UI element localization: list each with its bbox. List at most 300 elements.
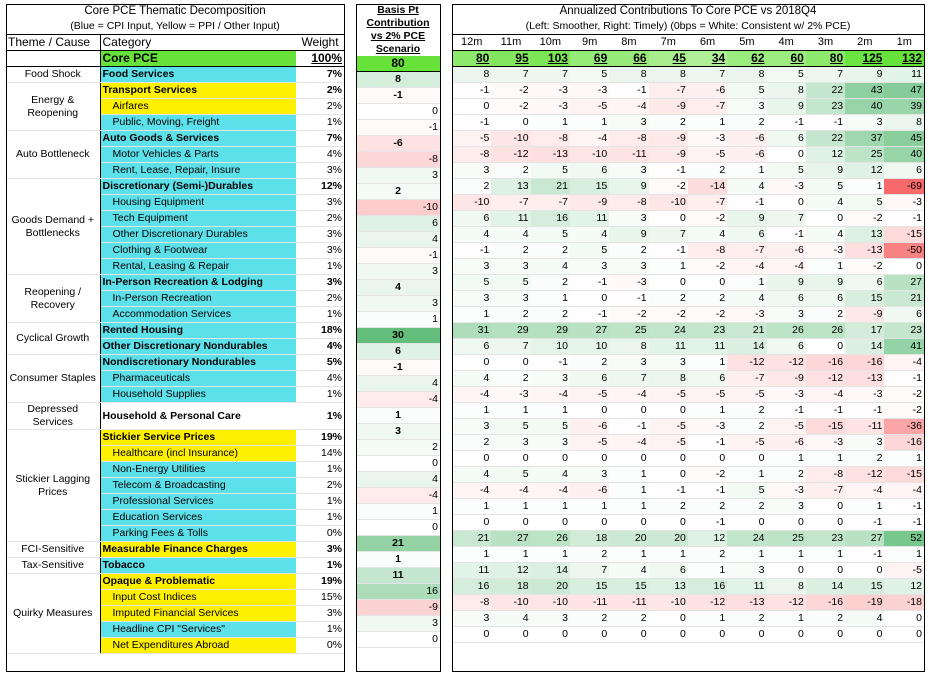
value-cell-4m: 5 — [767, 67, 806, 83]
value-cell-11m: -4 — [491, 483, 530, 499]
theme-cell: Goods Demand + Bottlenecks — [6, 179, 100, 275]
values-row — [452, 595, 924, 611]
value-cell-1m: -16 — [884, 435, 924, 451]
values-row — [452, 131, 924, 147]
value-cell-4m: -4 — [767, 259, 806, 275]
bps-row — [356, 72, 440, 88]
category-label: Rented Housing — [100, 323, 296, 339]
category-weight: 19% — [296, 574, 344, 590]
bps-value: 3 — [356, 424, 440, 440]
value-cell-1m: -3 — [884, 195, 924, 211]
category-weight: 4% — [296, 339, 344, 355]
value-cell-4m: 0 — [767, 515, 806, 531]
value-cell-5m: 0 — [727, 451, 766, 467]
value-cell-1m: 6 — [884, 307, 924, 323]
core-bps-value: 80 — [356, 56, 440, 72]
category-label: Accommodation Services — [100, 307, 296, 323]
mid-title-1: Basis Pt — [377, 4, 419, 16]
value-cell-3m: -3 — [806, 435, 845, 451]
category-weight: 3% — [296, 243, 344, 259]
value-cell-8m: -8 — [609, 195, 648, 211]
horizon-header-row — [452, 35, 924, 51]
bps-value: 1 — [356, 312, 440, 328]
left-subtitle: (Blue = CPI Input, Yellow = PPI / Other Input) — [70, 20, 280, 32]
value-cell-10m: 0 — [531, 515, 570, 531]
value-cell-12m: 16 — [452, 579, 491, 595]
value-cell-12m: 4 — [452, 467, 491, 483]
category-weight: 2% — [296, 99, 344, 115]
value-cell-1m: 0 — [884, 627, 924, 643]
theme-cell: Cyclical Growth — [6, 323, 100, 355]
value-cell-2m: -1 — [845, 547, 884, 563]
bps-value: 6 — [356, 344, 440, 360]
values-row — [452, 339, 924, 355]
value-cell-7m: 0 — [649, 627, 688, 643]
horizon-header-6m: 6m — [688, 35, 727, 51]
bps-row — [356, 472, 440, 488]
value-cell-6m: 6 — [688, 371, 727, 387]
category-weight: 3% — [296, 542, 344, 558]
value-cell-10m: 3 — [531, 435, 570, 451]
value-cell-7m: 0 — [649, 611, 688, 627]
value-cell-2m: 0 — [845, 627, 884, 643]
value-cell-9m: -6 — [570, 419, 609, 435]
value-cell-7m: 8 — [649, 371, 688, 387]
value-cell-11m: 2 — [491, 371, 530, 387]
bps-value: -1 — [356, 120, 440, 136]
value-cell-6m: 7 — [688, 67, 727, 83]
bps-row — [356, 536, 440, 552]
value-cell-1m: -2 — [884, 403, 924, 419]
bps-row — [356, 408, 440, 424]
value-cell-5m: -1 — [727, 195, 766, 211]
value-cell-1m: -4 — [884, 483, 924, 499]
value-cell-7m: 2 — [649, 115, 688, 131]
value-cell-2m: 3 — [845, 115, 884, 131]
value-cell-6m: -1 — [688, 483, 727, 499]
value-cell-2m: -19 — [845, 595, 884, 611]
value-cell-12m: 6 — [452, 211, 491, 227]
value-cell-7m: 1 — [649, 547, 688, 563]
value-cell-10m: 26 — [531, 531, 570, 547]
category-label: Opaque & Problematic — [100, 574, 296, 590]
value-cell-12m: -8 — [452, 595, 491, 611]
value-cell-10m: 0 — [531, 627, 570, 643]
value-cell-3m: -7 — [806, 483, 845, 499]
value-cell-2m: 37 — [845, 131, 884, 147]
value-cell-4m: -1 — [767, 403, 806, 419]
value-cell-6m: -8 — [688, 243, 727, 259]
value-cell-9m: 0 — [570, 291, 609, 307]
core-value-8m: 66 — [609, 51, 648, 67]
value-cell-1m: 11 — [884, 67, 924, 83]
horizon-header-10m: 10m — [531, 35, 570, 51]
category-weight: 1% — [296, 403, 344, 430]
values-row — [452, 547, 924, 563]
value-cell-12m: 4 — [452, 227, 491, 243]
value-cell-3m: 0 — [806, 563, 845, 579]
value-cell-12m: -10 — [452, 195, 491, 211]
value-cell-3m: 7 — [806, 67, 845, 83]
value-cell-11m: 0 — [491, 627, 530, 643]
value-cell-10m: -10 — [531, 595, 570, 611]
value-cell-3m: 5 — [806, 179, 845, 195]
bps-value: 0 — [356, 104, 440, 120]
bps-value: -4 — [356, 488, 440, 504]
category-label: Rent, Lease, Repair, Insure — [100, 163, 296, 179]
value-cell-6m: 2 — [688, 499, 727, 515]
value-cell-9m: -5 — [570, 435, 609, 451]
value-cell-11m: 7 — [491, 67, 530, 83]
value-cell-4m: 0 — [767, 195, 806, 211]
bps-value: 3 — [356, 616, 440, 632]
value-cell-11m: -2 — [491, 83, 530, 99]
value-cell-2m: 25 — [845, 147, 884, 163]
value-cell-10m: 2 — [531, 307, 570, 323]
value-cell-3m: 22 — [806, 131, 845, 147]
value-cell-10m: 4 — [531, 467, 570, 483]
value-cell-10m: -13 — [531, 147, 570, 163]
horizon-header-5m: 5m — [727, 35, 766, 51]
theme-cell: Reopening / Recovery — [6, 275, 100, 323]
value-cell-10m: 1 — [531, 403, 570, 419]
category-label: Public, Moving, Freight — [100, 115, 296, 131]
value-cell-4m: 5 — [767, 163, 806, 179]
value-cell-9m: -11 — [570, 595, 609, 611]
value-cell-3m: 2 — [806, 307, 845, 323]
value-cell-5m: -6 — [727, 147, 766, 163]
bps-row — [356, 216, 440, 232]
value-cell-1m: -2 — [884, 387, 924, 403]
value-cell-11m: 1 — [491, 403, 530, 419]
value-cell-12m: -1 — [452, 243, 491, 259]
category-label: Stickier Service Prices — [100, 430, 296, 446]
value-cell-8m: 9 — [609, 179, 648, 195]
mid-title-3: vs 2% PCE — [370, 30, 426, 42]
value-cell-11m: 27 — [491, 531, 530, 547]
value-cell-8m: 8 — [609, 339, 648, 355]
category-label: Professional Services — [100, 494, 296, 510]
value-cell-2m: 5 — [845, 195, 884, 211]
value-cell-6m: -6 — [688, 83, 727, 99]
value-cell-1m: 8 — [884, 115, 924, 131]
value-cell-6m: 12 — [688, 531, 727, 547]
value-cell-1m: 39 — [884, 99, 924, 115]
value-cell-3m: 0 — [806, 627, 845, 643]
category-weight: 2% — [296, 291, 344, 307]
bps-row — [356, 504, 440, 520]
value-cell-1m: 45 — [884, 131, 924, 147]
value-cell-11m: 4 — [491, 227, 530, 243]
category-weight: 1% — [296, 115, 344, 131]
value-cell-3m: 14 — [806, 579, 845, 595]
value-cell-12m: 3 — [452, 419, 491, 435]
value-cell-5m: 1 — [727, 275, 766, 291]
values-row — [452, 531, 924, 547]
value-cell-7m: -2 — [649, 307, 688, 323]
value-cell-6m: -1 — [688, 515, 727, 531]
horizon-header-7m: 7m — [649, 35, 688, 51]
value-cell-8m: 7 — [609, 371, 648, 387]
value-cell-4m: -1 — [767, 115, 806, 131]
value-cell-3m: -8 — [806, 467, 845, 483]
value-cell-9m: 3 — [570, 259, 609, 275]
value-cell-7m: 6 — [649, 563, 688, 579]
value-cell-3m: -1 — [806, 115, 845, 131]
category-row — [6, 574, 344, 590]
value-cell-11m: 2 — [491, 243, 530, 259]
value-cell-12m: 3 — [452, 163, 491, 179]
value-cell-1m: 40 — [884, 147, 924, 163]
value-cell-2m: 4 — [845, 611, 884, 627]
value-cell-9m: 5 — [570, 243, 609, 259]
bps-value: 2 — [356, 440, 440, 456]
value-cell-2m: -16 — [845, 355, 884, 371]
value-cell-10m: 10 — [531, 339, 570, 355]
value-cell-6m: -2 — [688, 467, 727, 483]
value-cell-5m: -12 — [727, 355, 766, 371]
theme-cell: Energy & Reopening — [6, 83, 100, 131]
value-cell-8m: 0 — [609, 451, 648, 467]
value-cell-2m: -9 — [845, 307, 884, 323]
value-cell-5m: -13 — [727, 595, 766, 611]
value-cell-10m: 21 — [531, 179, 570, 195]
value-cell-5m: 24 — [727, 531, 766, 547]
bps-value: 3 — [356, 264, 440, 280]
values-row — [452, 451, 924, 467]
value-cell-5m: 0 — [727, 627, 766, 643]
category-label: Pharmaceuticals — [100, 371, 296, 387]
bps-value: 4 — [356, 472, 440, 488]
values-row — [452, 115, 924, 131]
value-cell-2m: -2 — [845, 259, 884, 275]
core-theme-cell — [6, 51, 100, 67]
value-cell-10m: -3 — [531, 99, 570, 115]
value-cell-4m: 6 — [767, 291, 806, 307]
value-cell-8m: 3 — [609, 115, 648, 131]
value-cell-8m: 25 — [609, 323, 648, 339]
value-cell-12m: 1 — [452, 307, 491, 323]
value-cell-8m: 1 — [609, 467, 648, 483]
value-cell-9m: 4 — [570, 227, 609, 243]
value-cell-5m: 21 — [727, 323, 766, 339]
value-cell-3m: 23 — [806, 99, 845, 115]
category-row — [6, 430, 344, 446]
value-cell-10m: 3 — [531, 371, 570, 387]
values-row — [452, 371, 924, 387]
category-weight: 3% — [296, 606, 344, 622]
value-cell-1m: -36 — [884, 419, 924, 435]
value-cell-2m: -2 — [845, 211, 884, 227]
category-label: Other Discretionary Durables — [100, 227, 296, 243]
value-cell-10m: 2 — [531, 275, 570, 291]
value-cell-4m: 1 — [767, 547, 806, 563]
category-weight: 1% — [296, 622, 344, 638]
value-cell-2m: 15 — [845, 291, 884, 307]
category-label: Transport Services — [100, 83, 296, 99]
values-row — [452, 387, 924, 403]
value-cell-8m: -1 — [609, 83, 648, 99]
value-cell-8m: -4 — [609, 387, 648, 403]
value-cell-4m: 3 — [767, 307, 806, 323]
value-cell-2m: -1 — [845, 403, 884, 419]
value-cell-2m: 2 — [845, 451, 884, 467]
value-cell-7m: 2 — [649, 291, 688, 307]
value-cell-3m: -4 — [806, 387, 845, 403]
value-cell-2m: -3 — [845, 387, 884, 403]
value-cell-11m: -7 — [491, 195, 530, 211]
value-cell-2m: 3 — [845, 435, 884, 451]
value-cell-9m: 10 — [570, 339, 609, 355]
core-pce-label: Core PCE — [100, 51, 296, 67]
value-cell-11m: 4 — [491, 611, 530, 627]
mid-table-body — [356, 4, 440, 648]
right-title: Annualized Contributions To Core PCE vs 2018Q4 — [559, 5, 817, 17]
value-cell-11m: 11 — [491, 211, 530, 227]
value-cell-9m: 2 — [570, 547, 609, 563]
values-row — [452, 307, 924, 323]
value-cell-10m: 2 — [531, 243, 570, 259]
value-cell-7m: -1 — [649, 163, 688, 179]
value-cell-12m: 0 — [452, 355, 491, 371]
value-cell-6m: 16 — [688, 579, 727, 595]
value-cell-4m: 7 — [767, 211, 806, 227]
value-cell-11m: 0 — [491, 451, 530, 467]
value-cell-9m: -5 — [570, 387, 609, 403]
value-cell-2m: 27 — [845, 531, 884, 547]
bps-value: -8 — [356, 152, 440, 168]
value-cell-1m: -69 — [884, 179, 924, 195]
value-cell-3m: 4 — [806, 227, 845, 243]
category-label: Food Services — [100, 67, 296, 83]
category-label: Housing Equipment — [100, 195, 296, 211]
bps-value: 16 — [356, 584, 440, 600]
value-cell-11m: 18 — [491, 579, 530, 595]
theme-cell: Consumer Staples — [6, 355, 100, 403]
value-cell-4m: 6 — [767, 131, 806, 147]
value-cell-10m: 5 — [531, 163, 570, 179]
category-label: Discretionary (Semi-)Durables — [100, 179, 296, 195]
values-row — [452, 435, 924, 451]
category-weight: 7% — [296, 131, 344, 147]
value-cell-11m: 29 — [491, 323, 530, 339]
value-cell-8m: 0 — [609, 403, 648, 419]
value-cell-5m: 11 — [727, 579, 766, 595]
value-cell-11m: 2 — [491, 163, 530, 179]
value-cell-12m: -1 — [452, 115, 491, 131]
bps-value: -10 — [356, 200, 440, 216]
values-row — [452, 355, 924, 371]
value-cell-1m: -5 — [884, 563, 924, 579]
value-cell-11m: 3 — [491, 291, 530, 307]
values-row — [452, 67, 924, 83]
value-cell-12m: 2 — [452, 179, 491, 195]
bps-row — [356, 344, 440, 360]
value-cell-9m: -3 — [570, 83, 609, 99]
value-cell-5m: -6 — [727, 131, 766, 147]
value-cell-3m: -15 — [806, 419, 845, 435]
value-cell-7m: 8 — [649, 67, 688, 83]
value-cell-9m: 0 — [570, 515, 609, 531]
value-cell-6m: -7 — [688, 195, 727, 211]
bps-value: 3 — [356, 296, 440, 312]
bps-row — [356, 184, 440, 200]
bps-value: 0 — [356, 632, 440, 648]
category-weight: 12% — [296, 179, 344, 195]
category-label: Household Supplies — [100, 387, 296, 403]
value-cell-2m: 43 — [845, 83, 884, 99]
value-cell-8m: 2 — [609, 243, 648, 259]
values-row — [452, 499, 924, 515]
value-cell-10m: 7 — [531, 67, 570, 83]
bps-row — [356, 584, 440, 600]
value-cell-7m: 0 — [649, 451, 688, 467]
value-cell-2m: 9 — [845, 67, 884, 83]
value-cell-10m: -3 — [531, 83, 570, 99]
value-cell-8m: -11 — [609, 147, 648, 163]
value-cell-9m: 5 — [570, 67, 609, 83]
value-cell-10m: 5 — [531, 419, 570, 435]
category-label: In-Person Recreation — [100, 291, 296, 307]
values-row — [452, 259, 924, 275]
bps-value: 2 — [356, 184, 440, 200]
value-cell-3m: 22 — [806, 83, 845, 99]
value-cell-9m: 0 — [570, 403, 609, 419]
category-weight: 1% — [296, 462, 344, 478]
value-cell-11m: 0 — [491, 115, 530, 131]
category-weight: 7% — [296, 67, 344, 83]
value-cell-5m: -3 — [727, 307, 766, 323]
value-cell-5m: 6 — [727, 227, 766, 243]
value-cell-8m: -4 — [609, 99, 648, 115]
value-cell-11m: 2 — [491, 307, 530, 323]
category-row — [6, 131, 344, 147]
bps-row — [356, 232, 440, 248]
value-cell-6m: -14 — [688, 179, 727, 195]
value-cell-9m: -1 — [570, 307, 609, 323]
value-cell-9m: 1 — [570, 115, 609, 131]
value-cell-8m: 1 — [609, 499, 648, 515]
values-row — [452, 483, 924, 499]
value-cell-3m: 23 — [806, 531, 845, 547]
value-cell-3m: 9 — [806, 163, 845, 179]
values-row — [452, 467, 924, 483]
values-row — [452, 627, 924, 643]
category-weight: 0% — [296, 526, 344, 542]
value-cell-9m: 18 — [570, 531, 609, 547]
value-cell-12m: -4 — [452, 387, 491, 403]
value-cell-8m: 3 — [609, 259, 648, 275]
bps-value: 1 — [356, 408, 440, 424]
value-cell-5m: 4 — [727, 291, 766, 307]
value-cell-3m: 1 — [806, 259, 845, 275]
values-row — [452, 99, 924, 115]
value-cell-12m: 0 — [452, 627, 491, 643]
value-cell-10m: 1 — [531, 547, 570, 563]
category-label: Imputed Financial Services — [100, 606, 296, 622]
value-cell-10m: 20 — [531, 579, 570, 595]
value-cell-4m: 26 — [767, 323, 806, 339]
basis-point-contribution-table — [356, 4, 440, 648]
core-value-12m: 80 — [452, 51, 491, 67]
theme-cell: Quirky Measures — [6, 574, 100, 654]
value-cell-1m: -50 — [884, 243, 924, 259]
core-bps-row — [356, 56, 440, 72]
value-cell-6m: 0 — [688, 275, 727, 291]
value-cell-6m: 0 — [688, 627, 727, 643]
value-cell-12m: 1 — [452, 403, 491, 419]
value-cell-11m: 12 — [491, 563, 530, 579]
